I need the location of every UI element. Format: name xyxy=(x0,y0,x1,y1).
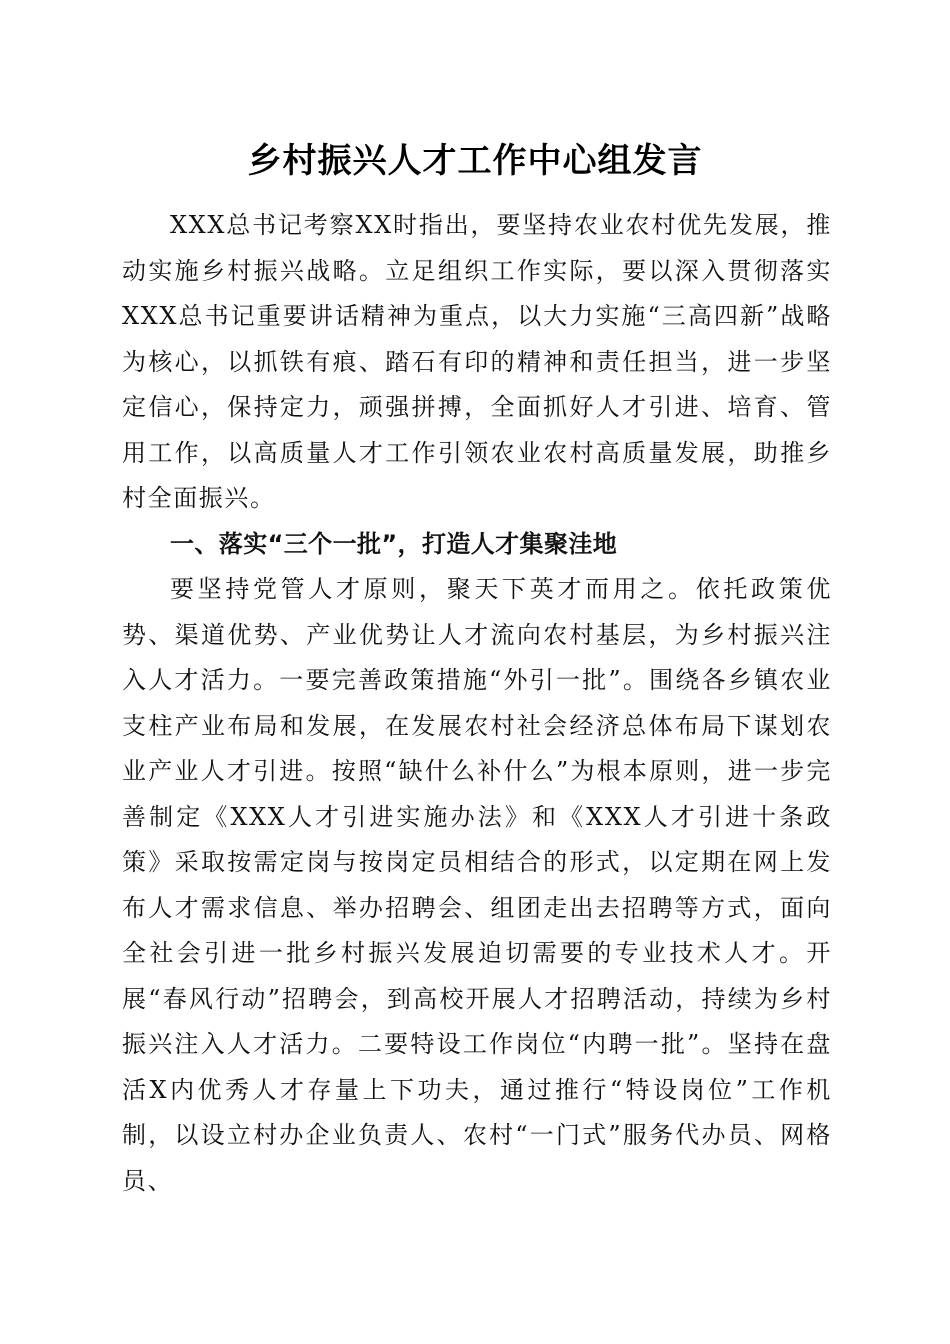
section-heading: 一、落实“三个一批”，打造人才集聚洼地 xyxy=(170,529,618,558)
section-paragraph: 要坚持党管人才原则，聚天下英才而用之。依托政策优势、渠道优势、产业优势让人才流向农村基层，为乡村振兴注入人才活力。一要完善政策措施“外引一批”。围绕各乡镇农业支柱产业布局和发展，在发展农村社会经济总体布局下谋划农业产业人才引进。按照“缺什么补什么”为根本原则，进一步完善制定《XXX人才引进实施办法》和《XXX人才引进十条政策》采取按需定岗与按岗定员相结合的形式，以定期在网上发布人才需求信息、举办招聘会、组团走出去招聘等方式，面向全社会引进一批乡村振兴发展迫切需要的专业技术人才。开展“春风行动”招聘会，到高校开展人才招聘活动，持续为乡村振兴注入人才活力。二要特设工作岗位“内聘一批”。坚持在盘活X内优秀人才存量上下功夫，通过推行“特设岗位”工作机制，以设立村办企业负责人、农村“一门式”服务代办员、网格员、 xyxy=(122,575,832,1195)
document-body xyxy=(122,203,832,1204)
document-title: 乡村振兴人才工作中心组发言 xyxy=(247,141,703,181)
intro-paragraph: XXX总书记考察XX时指出，要坚持农业农村优先发展，推动实施乡村振兴战略。立足组织工作实际，要以深入贯彻落实XXX总书记重要讲话精神为重点，以大力实施“三高四新”战略为核心，以抓铁有痕、踏石有印的精神和责任担当，进一步坚定信心，保持定力，顽强拼搏，全面抓好人才引进、培育、管用工作，以高质量人才工作引领农业农村高质量发展，助推乡村全面振兴。 xyxy=(122,211,832,512)
